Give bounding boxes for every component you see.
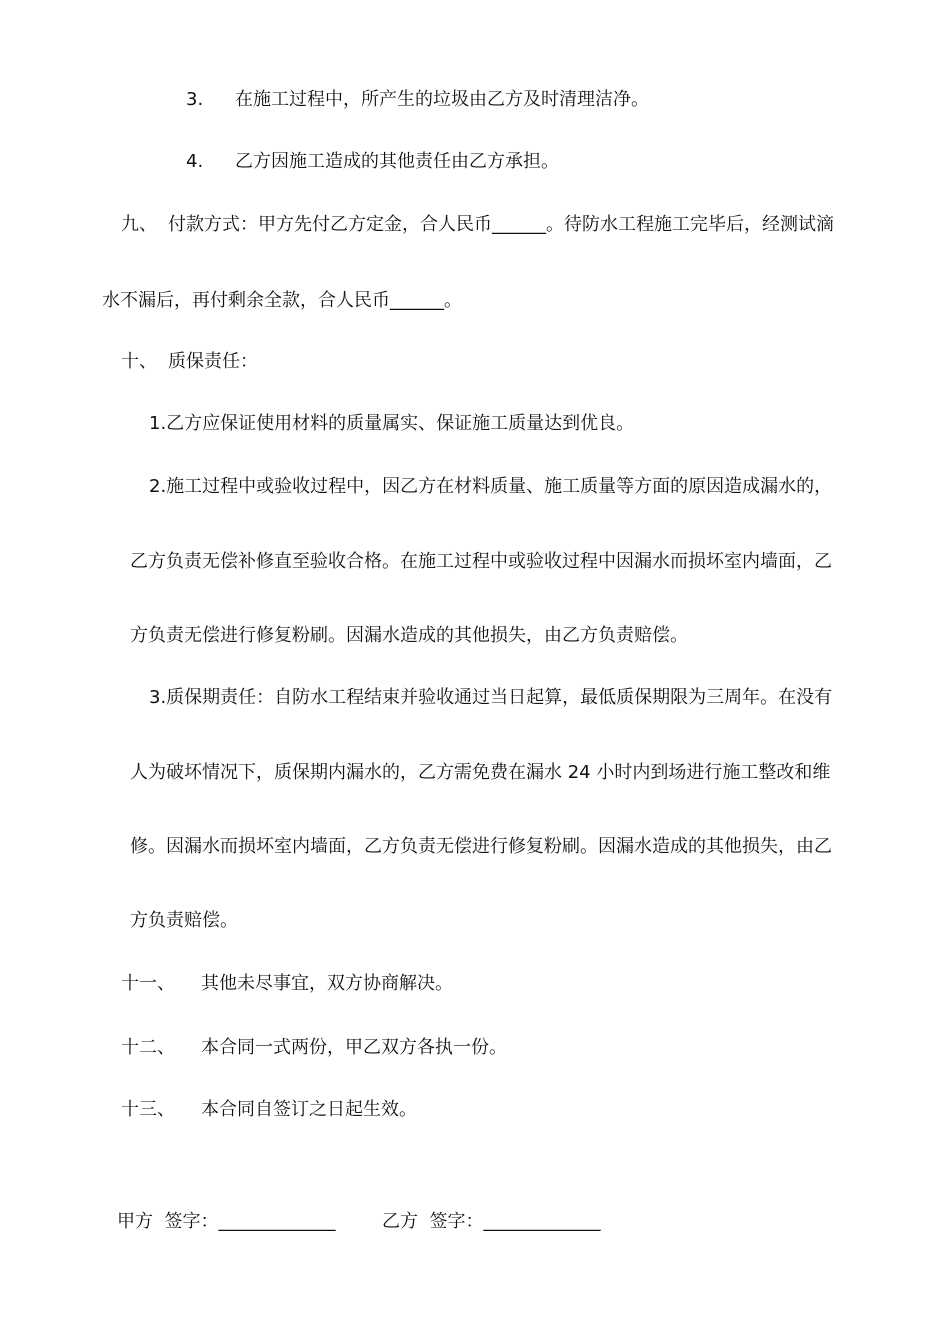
section-10-para-3-line-2: 人为破坏情况下，质保期内漏水的，乙方需免费在漏水 24 小时内到场进行施工整改和维 (130, 762, 831, 783)
section-9-number: 九、 (121, 214, 157, 235)
section-12-text: 本合同一式两份，甲乙双方各执一份。 (201, 1037, 507, 1058)
section-9-line-1: 付款方式：甲方先付乙方定金，合人民币______。待防水工程施工完毕后，经测试滴 (168, 214, 834, 235)
section-11-text: 其他未尽事宜，双方协商解决。 (201, 973, 453, 994)
section-9-line-2: 水不漏后，再付剩余全款，合人民币______。 (102, 290, 462, 311)
section-10-para-1: 1.乙方应保证使用材料的质量属实、保证施工质量达到优良。 (149, 413, 635, 434)
section-13-number: 十三、 (121, 1099, 175, 1120)
item-4-text: 乙方因施工造成的其他责任由乙方承担。 (235, 151, 559, 172)
section-10-para-2-line-1: 2.施工过程中或验收过程中，因乙方在材料质量、施工质量等方面的原因造成漏水的， (149, 476, 833, 497)
section-10-para-3-line-3: 修。因漏水而损坏室内墙面，乙方负责无偿进行修复粉刷。因漏水造成的其他损失，由乙 (130, 836, 832, 857)
item-4-number: 4. (186, 151, 204, 172)
section-13-text: 本合同自签订之日起生效。 (201, 1099, 417, 1120)
section-10-para-3-line-1: 3.质保期责任：自防水工程结束并验收通过当日起算，最低质保期限为三周年。在没有 (149, 687, 833, 708)
section-12-number: 十二、 (121, 1037, 175, 1058)
party-b-signature: 乙方 签字：_____________ (382, 1211, 601, 1232)
item-3-number: 3. (186, 89, 204, 110)
section-10-title: 质保责任： (168, 351, 258, 372)
section-10-para-3-line-4: 方负责赔偿。 (130, 910, 238, 931)
section-10-para-2-line-3: 方负责无偿进行修复粉刷。因漏水造成的其他损失，由乙方负责赔偿。 (130, 625, 688, 646)
section-10-para-2-line-2: 乙方负责无偿补修直至验收合格。在施工过程中或验收过程中因漏水而损坏室内墙面，乙 (130, 551, 832, 572)
item-3-text: 在施工过程中，所产生的垃圾由乙方及时清理洁净。 (235, 89, 649, 110)
party-a-signature: 甲方 签字：_____________ (117, 1211, 336, 1232)
section-10-number: 十、 (121, 351, 157, 372)
section-11-number: 十一、 (121, 973, 175, 994)
